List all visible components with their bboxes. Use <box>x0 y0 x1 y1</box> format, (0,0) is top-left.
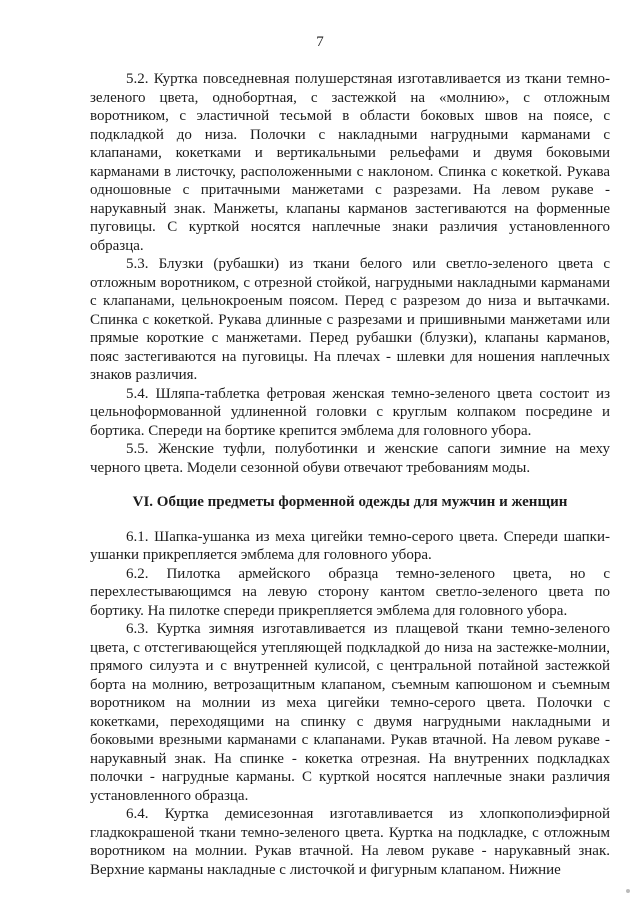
paragraph-5-2: 5.2. Куртка повседневная полушерстяная изготавливается из ткани темно-зеленого цвета, однобортная, с застежкой на «молнию», с отложным воротником, с эластичной тесьмой в области боковых швов на поясе, с подкладкой до низа. Полочки с накладными нагрудными карманами с клапанами, кокетками и вертикальными рельефами и двумя боковыми карманами в листочку, расположенными с наклоном. Спинка с кокеткой. Рукава одношовные с притачными манжетами с разрезами. На левом рукаве - нарукавный знак. Манжеты, клапаны карманов застегиваются на форменные пуговицы. С курткой носятся наплечные знаки различия установленного образца. <box>90 71 610 254</box>
document-body <box>90 70 610 879</box>
paragraph-6-4: 6.4. Куртка демисезонная изготавливается из хлопкополиэфирной гладкокрашеной ткани темно-зеленого цвета. Куртка на подкладке, с отложным воротником на молнии. Рукав втачной. На левом рукаве - нарукавный знак. Верхние карманы накладные с листочкой и фигурным клапаном. Нижние <box>90 806 610 878</box>
section-heading: VI. Общие предметы форменной одежды для мужчин и женщин <box>132 494 568 510</box>
section-gap-before-heading <box>90 477 610 493</box>
paragraph-5-5: 5.5. Женские туфли, полуботинки и женские сапоги зимние на меху черного цвета. Модели сезонной обуви отвечают требованиям моды. <box>90 441 610 476</box>
paragraph-6-3: 6.3. Куртка зимняя изготавливается из плащевой ткани темно-зеленого цвета, с отстегивающейся утепляющей подкладкой до низа на застежке-молнии, прямого силуэта и с внутренней кулисой, с центральной потайной застежкой борта на молнию, ветрозащитным клапаном, съемным капюшоном и съемным воротником на молнии из меха цигейки темно-серого цвета. Полочки с кокетками, переходящими на спинку с двумя нагрудными накладными и боковыми врезными карманами с клапанами. Рукав втачной. На левом рукаве - нарукавный знак. На спинке - кокетка отрезная. На внутренних подкладках полочки - нагрудные карманы. С курткой носятся наплечные знаки различия установленного образца. <box>90 621 610 804</box>
paragraph-5-4: 5.4. Шляпа-таблетка фетровая женская темно-зеленого цвета состоит из цельноформованной удлиненной головки с круглым колпаком посредине и бортика. Спереди на бортике крепится эмблема для головного убора. <box>90 385 610 439</box>
paragraph-6-1: 6.1. Шапка-ушанка из меха цигейки темно-серого цвета. Спереди шапки-ушанки прикрепляется эмблема для головного убора. <box>90 528 610 563</box>
page-number: 7 <box>316 34 324 50</box>
scan-artifact-dot <box>626 889 630 893</box>
section-gap-after-heading <box>90 512 610 528</box>
paragraph-6-2: 6.2. Пилотка армейского образца темно-зеленого цвета, но с перехлестывающимся на левую сторону кантом светло-зеленого цвета по бортику. На пилотке спереди прикрепляется эмблема для головного убора. <box>90 565 610 619</box>
paragraph-5-3: 5.3. Блузки (рубашки) из ткани белого или светло-зеленого цвета с отложным воротником, с отрезной стойкой, нагрудными накладными карманами с клапанами, цельнокроеным поясом. Перед с разрезом до низа и вытачками. Спинка с кокеткой. Рукава длинные с разрезами и пришивными манжетами или прямые короткие с манжетами. Перед рубашки (блузки), клапаны карманов, пояс застегиваются на пуговицы. На плечах - шлевки для ношения наплечных знаков различия. <box>90 256 610 383</box>
